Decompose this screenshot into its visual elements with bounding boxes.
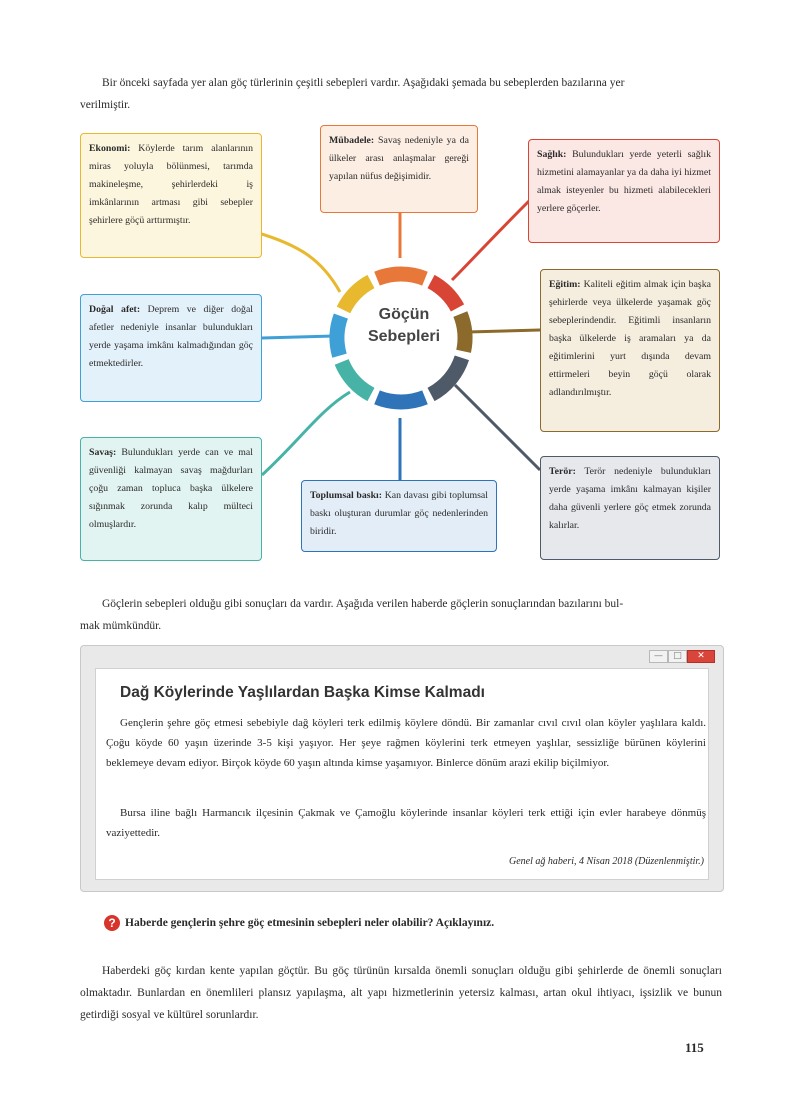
box-egitim — [540, 269, 720, 432]
center-title-line-1: Göçün — [378, 306, 430, 323]
box-ekonomi-text: Köylerde tarım alanlarının miras yoluyla bölünmesi, tarımda makineleşme, şehirlerdeki iş imkânlarının artması gibi sebepler şehirlere göçü arttırmıştır. — [89, 143, 253, 226]
box-toplumsal-baski-text: Kan davası gibi toplumsal baskı oluşturan durumlar göç nedenlerinden biridir. — [310, 490, 488, 537]
ring-segment-dogal-afet — [337, 316, 341, 356]
news-paragraph-2: Bursa iline bağlı Harmancık ilçesinin Çakmak ve Çamoğlu köylerinde insanlar köyleri terk ettiği için evler harabeye dönmüş vaziyettedir. — [106, 807, 706, 839]
conclusion-paragraph: Haberdeki göç kırdan kente yapılan göçtür. Bu göç türünün kırsalda önemli sonuçları olduğu gibi şehirlerde de önemli sonuçları olmaktadır. Bunlardan en önemlileri plansız yapılaşma, alt yapı hizmetlerinin yetersiz kalması, artan okul ihtiyacı, işsizlik ve bunun getirdiği sosyal ve kültürel sorunlardır. — [80, 965, 722, 1021]
box-dogal-afet — [80, 294, 262, 402]
news-title: Dağ Köylerinde Yaşlılardan Başka Kimse Kalmadı — [120, 684, 485, 701]
news-source: Genel ağ haberi, 4 Nisan 2018 (Düzenlenmiştir.) — [509, 856, 704, 867]
page-number: 115 — [685, 1040, 704, 1055]
results-intro-line-2: mak mümkündür. — [80, 620, 162, 632]
box-teror — [540, 456, 720, 560]
ring-segment-mubadele — [377, 274, 425, 279]
intro-line-1: Bir önceki sayfada yer alan göç türlerinin çeşitli sebepleri vardır. Aşağıdaki şemada bu sebeplerden bazılarına yer — [102, 77, 625, 89]
box-savas-label: Savaş: — [89, 447, 117, 458]
box-toplumsal-baski-label: Toplumsal baskı: — [310, 490, 383, 501]
box-teror-text: Terör nedeniyle bulundukları yerde yaşama imkânı kalmayan kişiler daha güvenli yerlere göç etmek zorunda kalırlar. — [549, 466, 711, 531]
box-toplumsal-baski — [301, 480, 497, 552]
results-intro-paragraph — [80, 593, 722, 637]
connector-savas — [262, 392, 350, 475]
center-title-line-2: Sebepleri — [367, 328, 441, 345]
box-mubadele-label: Mübadele: — [329, 135, 375, 146]
connector-teror — [455, 385, 540, 470]
box-egitim-text: Kaliteli eğitim almak için başka şehirlerde veya ülkelerde yaşamak göç sebeplerindendir. Eğitimli insanların başka ülkelerde iş aramaları ya da eğitimlerini yurt dışında devam ettirmeleri beyin göçü olarak adlandırılmıştır. — [549, 279, 711, 398]
intro-line-2: verilmiştir. — [80, 99, 131, 111]
connector-dogal-afet — [262, 336, 334, 338]
connector-ekonomi — [255, 232, 340, 292]
box-dogal-afet-text: Deprem ve diğer doğal afetler nedeniyle insanlar bulundukları yerde yaşama imkânı kalmadığından göç etmektedirler. — [89, 304, 254, 369]
box-saglik — [528, 139, 720, 243]
ring-segment-egitim — [460, 314, 465, 351]
box-saglik-label: Sağlık: — [537, 149, 567, 160]
center-title — [360, 304, 448, 348]
box-savas — [80, 437, 262, 561]
connector-egitim — [468, 330, 540, 332]
box-ekonomi — [80, 133, 262, 258]
box-savas-text: Bulundukları yerde can ve mal güvenliği kalmayan savaş mağdurları çoğu zaman topluca başka ülkelere sığınmak zorunda kalıp mülteci olmuşlardır. — [89, 447, 253, 530]
box-mubadele-text: Savaş nedeniyle ya da ülkeler arası anlaşmalar gereği yapılan nüfus değişimidir. — [329, 135, 470, 182]
box-mubadele — [320, 125, 478, 213]
ring-segment-toplumsal — [377, 397, 425, 402]
maximize-button[interactable]: □ — [668, 650, 687, 663]
news-paragraph-1: Gençlerin şehre göç etmesi sebebiyle dağ köyleri terk edilmiş köylere döndü. Bir zamanlar cıvıl cıvıl olan köyler yaşlılara kaldı. Çoğu köyde 60 yaşın üzerinde 3-5 kişi yaşıyor. Her şeye rağmen köylerini terk etmeyen yaşlılar, sessizliğe bürünen köylerini beklemeye devam ediyor. Birçok köyde 60 yaşın altında kimse yaşamıyor. Binlerce dönüm arazi ekilip biçilmiyor. — [106, 717, 706, 769]
box-ekonomi-label: Ekonomi: — [89, 143, 131, 154]
box-dogal-afet-label: Doğal afet: — [89, 304, 141, 315]
box-saglik-text: Bulundukları yerde yeterli sağlık hizmetini alamayanlar ya da daha iyi hizmet almak isteyenler bu hizmeti alabilecekleri yerlere göçerler. — [537, 149, 712, 214]
results-intro-line-1: Göçlerin sebepleri olduğu gibi sonuçları da vardır. Aşağıda verilen haberde göçlerin sonuçlarından bazılarını bul- — [102, 598, 624, 610]
box-teror-label: Terör: — [549, 466, 576, 477]
box-egitim-label: Eğitim: — [549, 279, 581, 290]
minimize-button[interactable]: — — [649, 650, 668, 663]
question-text: Haberde gençlerin şehre göç etmesinin sebepleri neler olabilir? Açıklayınız. — [125, 917, 495, 929]
window-controls — [649, 650, 715, 663]
close-button[interactable]: ✕ — [687, 650, 715, 663]
question-icon: ? — [104, 915, 120, 931]
